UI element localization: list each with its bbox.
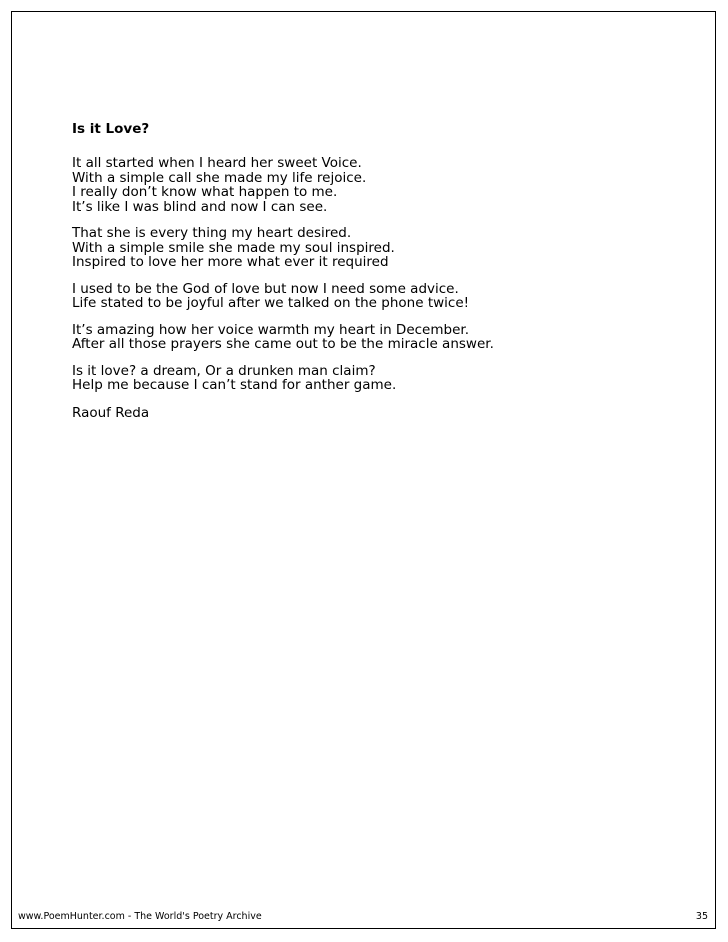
stanza-3 bbox=[72, 282, 672, 311]
poem-title: Is it Love? bbox=[72, 121, 150, 137]
poem-line: Is it love? a dream, Or a drunken man claim? bbox=[72, 362, 376, 379]
stanza-4 bbox=[72, 323, 672, 352]
poem-line: With a simple smile she made my soul inspired. bbox=[72, 239, 395, 256]
poem-line: Life stated to be joyful after we talked on the phone twice! bbox=[72, 295, 470, 311]
stanza-5 bbox=[72, 364, 672, 393]
poem-line: I really don’t know what happen to me. bbox=[72, 184, 338, 200]
poem-line: It’s amazing how her voice warmth my heart in December. bbox=[72, 321, 469, 338]
poem bbox=[72, 121, 672, 421]
poem-line: After all those prayers she came out to be the miracle answer. bbox=[72, 336, 494, 352]
poem-line: It all started when I heard her sweet Voice. bbox=[72, 155, 362, 171]
stanza-1 bbox=[72, 156, 672, 214]
poem-author: Raouf Reda bbox=[72, 404, 150, 421]
poem-line: It’s like I was blind and now I can see. bbox=[72, 198, 328, 215]
footer-source: www.PoemHunter.com - The World's Poetry Archive bbox=[18, 911, 262, 922]
stanza-2 bbox=[72, 226, 672, 270]
poem-line: That she is every thing my heart desired. bbox=[72, 225, 352, 241]
poem-line: I used to be the God of love but now I need some advice. bbox=[72, 280, 459, 297]
poem-line: Help me because I can’t stand for anther game. bbox=[72, 377, 397, 393]
poem-line: Inspired to love her more what ever it required bbox=[72, 254, 389, 270]
page-number: 35 bbox=[695, 911, 708, 922]
poem-line: With a simple call she made my life rejoice. bbox=[72, 169, 367, 186]
